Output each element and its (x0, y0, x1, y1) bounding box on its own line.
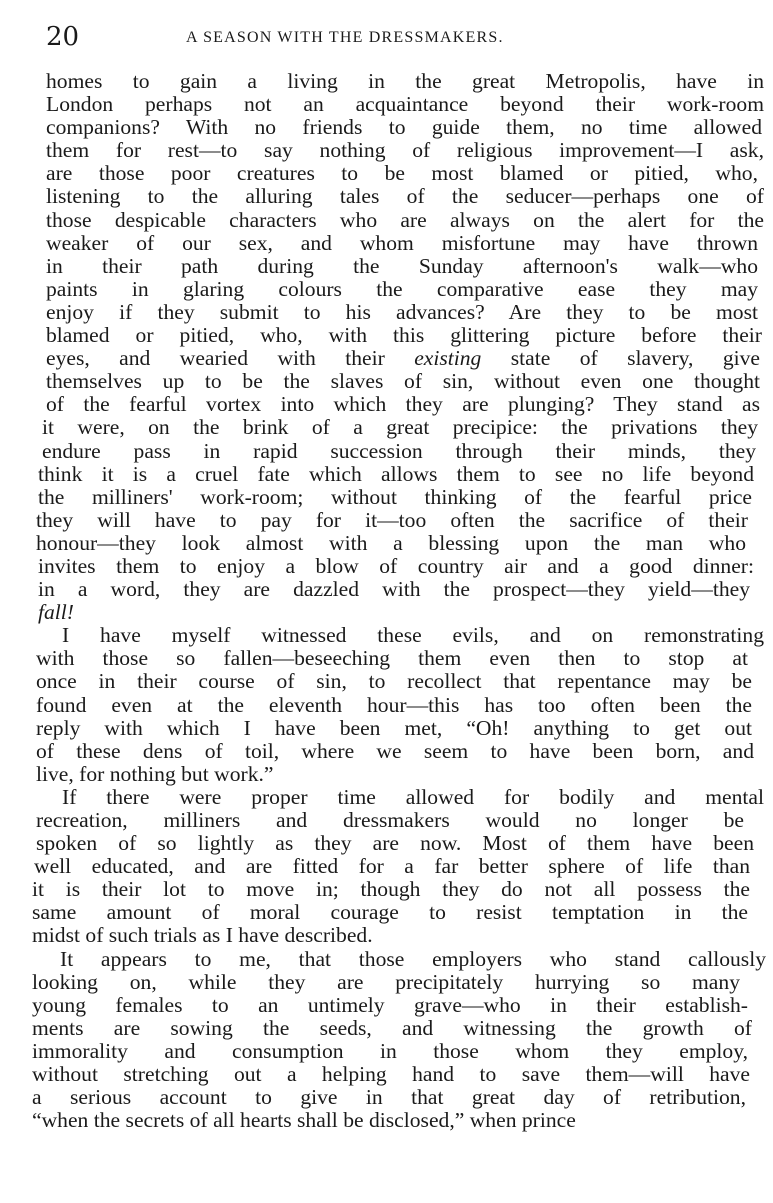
text-line: it is their lot to move in; though they do not all possess the (32, 877, 750, 902)
text-line: listening to the alluring tales of the seducer—perhaps one of (46, 184, 764, 209)
text-line: them for rest—to say nothing of religious improvement—I ask, (46, 138, 764, 163)
body-text (32, 69, 766, 1133)
text-line: midst of such trials as I have described. (32, 923, 373, 948)
text-line: the milliners' work-room; without thinking of the fearful price (38, 484, 752, 509)
text-line: endure pass in rapid succession through their minds, they (42, 438, 756, 463)
page-header (46, 22, 753, 52)
text-line: well educated, and are fitted for a far better sphere of life than (34, 854, 750, 879)
text-line: paints in glaring colours the comparative ease they may (46, 276, 758, 301)
text-line: eyes, and wearied with their existing state of slavery, give (46, 346, 760, 371)
text-line: London perhaps not an acquaintance beyond their work-room (46, 92, 764, 117)
text-line: live, for nothing but work.” (36, 761, 274, 786)
text-line: It appears to me, that those employers who stand callously (60, 946, 766, 971)
text-line: enjoy if they submit to his advances? Are they to be most (46, 299, 758, 324)
text-line: think it is a cruel fate which allows them to see no life beyond (38, 461, 754, 486)
text-line: in their path during the Sunday afternoon's walk—who (46, 253, 758, 278)
text-line: of these dens of toil, where we seem to have been born, and (36, 738, 754, 763)
text-line: invites them to enjoy a blow of country air and a good dinner: (38, 553, 754, 578)
text-line: they will have to pay for it—too often the sacrifice of their (36, 507, 748, 532)
text-line: reply with which I have been met, “Oh! anything to get out (36, 715, 752, 740)
text-line: If there were proper time allowed for bodily and mental (62, 784, 764, 809)
page-number: 20 (46, 22, 80, 52)
text-line: immorality and consumption in those whom they employ, (32, 1038, 748, 1063)
text-line: fall! (38, 600, 74, 625)
running-head: A SEASON WITH THE DRESSMAKERS. (186, 29, 504, 46)
text-line: spoken of so lightly as they are now. Most of them have been (36, 831, 754, 856)
text-line: with those so fallen—beseeching them even then to stop at (36, 646, 748, 671)
text-line: in a word, they are dazzled with the prospect—they yield—they (38, 577, 750, 602)
text-line: companions? With no friends to guide them, no time allowed (46, 115, 762, 140)
text-line: themselves up to be the slaves of sin, without even one thought (46, 369, 760, 394)
text-line: same amount of moral courage to resist temptation in the (32, 900, 748, 925)
text-line: found even at the eleventh hour—this has too often been the (36, 692, 752, 717)
text-line: “when the secrets of all hearts shall be disclosed,” when prince (32, 1108, 576, 1133)
text-line: those despicable characters who are always on the alert for the (46, 207, 764, 232)
text-line: without stretching out a helping hand to save them—will have (32, 1062, 750, 1087)
text-line: it were, on the brink of a great precipice: the privations they (42, 415, 758, 440)
text-line: young females to an untimely grave—who in their establish- (32, 992, 748, 1017)
text-line: weaker of our sex, and whom misfortune may have thrown (46, 230, 758, 255)
text-line: looking on, while they are precipitately hurrying so many (32, 969, 740, 994)
text-line: blamed or pitied, who, with this glittering picture before their (46, 323, 762, 348)
text-line: a serious account to give in that great day of retribution, (32, 1085, 746, 1110)
text-line: honour—they look almost with a blessing upon the man who (36, 530, 746, 555)
text-line: are those poor creatures to be most blamed or pitied, who, (46, 161, 758, 186)
text-line: ments are sowing the seeds, and witnessing the growth of (32, 1015, 752, 1040)
text-line: homes to gain a living in the great Metropolis, have in (46, 69, 764, 93)
text-line: I have myself witnessed these evils, and on remonstrating (62, 623, 764, 648)
text-line: once in their course of sin, to recollect that repentance may be (36, 669, 752, 694)
text-line: recreation, milliners and dressmakers would no longer be (36, 808, 744, 832)
text-line: of the fearful vortex into which they are plunging? They stand as (46, 392, 760, 417)
